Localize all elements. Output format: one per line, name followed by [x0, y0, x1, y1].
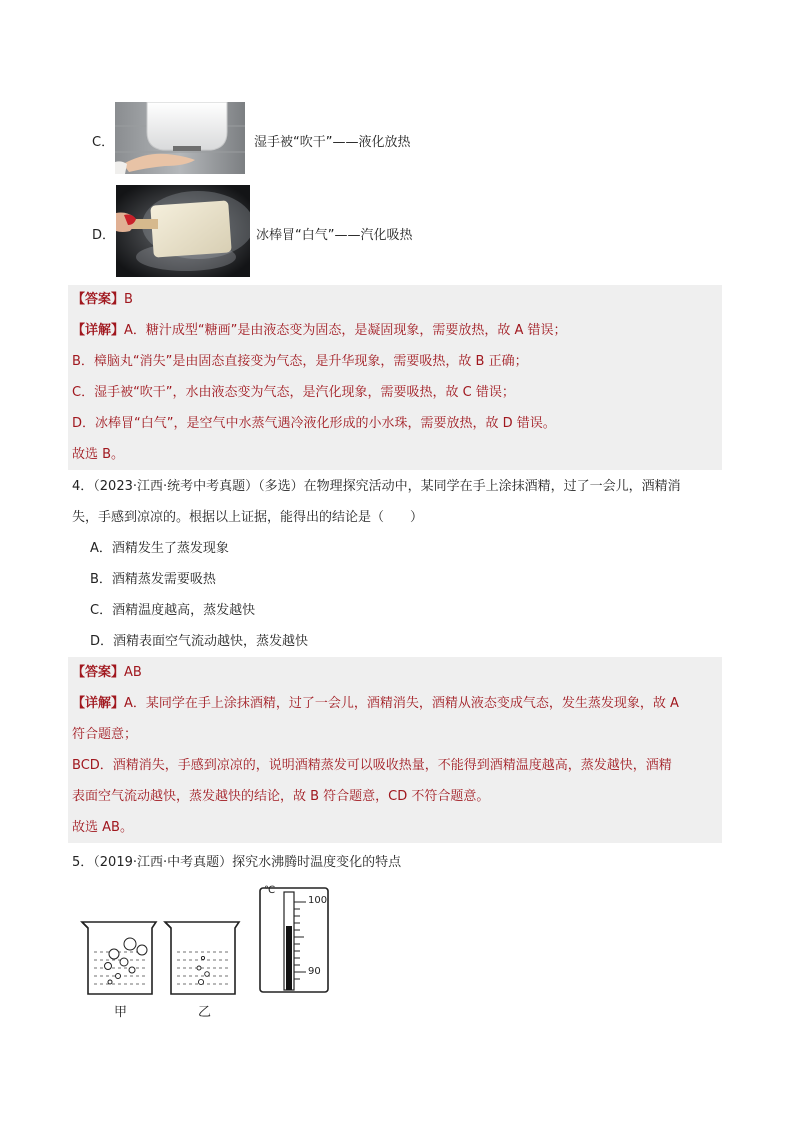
thermometer-mark-100: 100 [308, 895, 328, 906]
thermometer-unit: ℃ [264, 885, 276, 896]
beaker-jia-diagram [80, 918, 160, 1000]
answer-value: B [124, 292, 133, 307]
q4-stem-line-2: 失，手感到凉凉的。根据以上证据，能得出的结论是（ ） [72, 510, 424, 525]
answer-value: AB [124, 665, 142, 680]
q4-choice-c: C．酒精温度越高，蒸发越快 [90, 603, 256, 618]
answer-tag: 【答案】 [72, 292, 125, 307]
option-c-letter: C． [92, 135, 115, 150]
hand-dryer-photo [115, 102, 245, 174]
option-c-caption: 湿手被“吹干”——液化放热 [254, 135, 411, 150]
q4-choice-b: B．酒精蒸发需要吸热 [90, 572, 216, 587]
beaker-jia-label: 甲 [114, 1005, 128, 1020]
q4-detail-line-2: 符合题意； [72, 727, 138, 742]
q3-detail-line-4: D．冰棒冒“白气”，是空气中水蒸气遇冷液化形成的小水珠，需要放热，故 D 错误。 [72, 416, 556, 431]
beaker-yi-diagram [163, 918, 243, 1000]
q4-detail-line-4: 表面空气流动越快，蒸发越快的结论，故 B 符合题意，CD 不符合题意。 [72, 789, 490, 804]
detail-text: A．糖汁成型“糖画”是由液态变为固态，是凝固现象，需要放热，故 A 错误； [124, 323, 567, 338]
popsicle-photo [116, 185, 250, 277]
q3-answer-box [68, 285, 722, 470]
detail-tag: 【详解】 [72, 696, 125, 711]
q4-detail-line-5: 故选 AB。 [72, 820, 133, 835]
q3-detail-line-2: B．樟脑丸“消失”是由固态直接变为气态，是升华现象，需要吸热，故 B 正确； [72, 354, 528, 369]
q3-detail-line-1 [72, 321, 567, 341]
q4-choice-d: D．酒精表面空气流动越快，蒸发越快 [90, 634, 309, 649]
q5-stem-line-1: 5．（2019·江西·中考真题）探究水沸腾时温度变化的特点 [72, 855, 402, 870]
answer-tag: 【答案】 [72, 665, 125, 680]
q4-detail-line-3: BCD．酒精消失，手感到凉凉的，说明酒精蒸发可以吸收热量，不能得到酒精温度越高，蒸发越快，酒精 [72, 758, 672, 773]
detail-text: A．某同学在手上涂抹酒精，过了一会儿，酒精消失，酒精从液态变成气态，发生蒸发现象，故 A [124, 696, 679, 711]
q3-detail-line-5: 故选 B。 [72, 447, 125, 462]
q3-answer-line [72, 290, 133, 310]
q4-choice-a: A．酒精发生了蒸发现象 [90, 541, 229, 556]
q4-answer-box [68, 657, 722, 843]
beaker-yi-label: 乙 [198, 1005, 212, 1020]
q3-detail-line-3: C．湿手被“吹干”，水由液态变为气态，是汽化现象，需要吸热，故 C 错误； [72, 385, 515, 400]
thermometer-mark-90: 90 [308, 966, 321, 977]
detail-tag: 【详解】 [72, 323, 125, 338]
q4-stem-line-1: 4．（2023·江西·统考中考真题）（多选）在物理探究活动中，某同学在手上涂抹酒精，过了一会儿，酒精消 [72, 479, 681, 494]
q4-detail-line-1 [72, 694, 679, 714]
option-d-letter: D． [92, 228, 116, 243]
option-d-caption: 冰棒冒“白气”——汽化吸热 [256, 228, 413, 243]
q4-answer-line [72, 663, 142, 683]
